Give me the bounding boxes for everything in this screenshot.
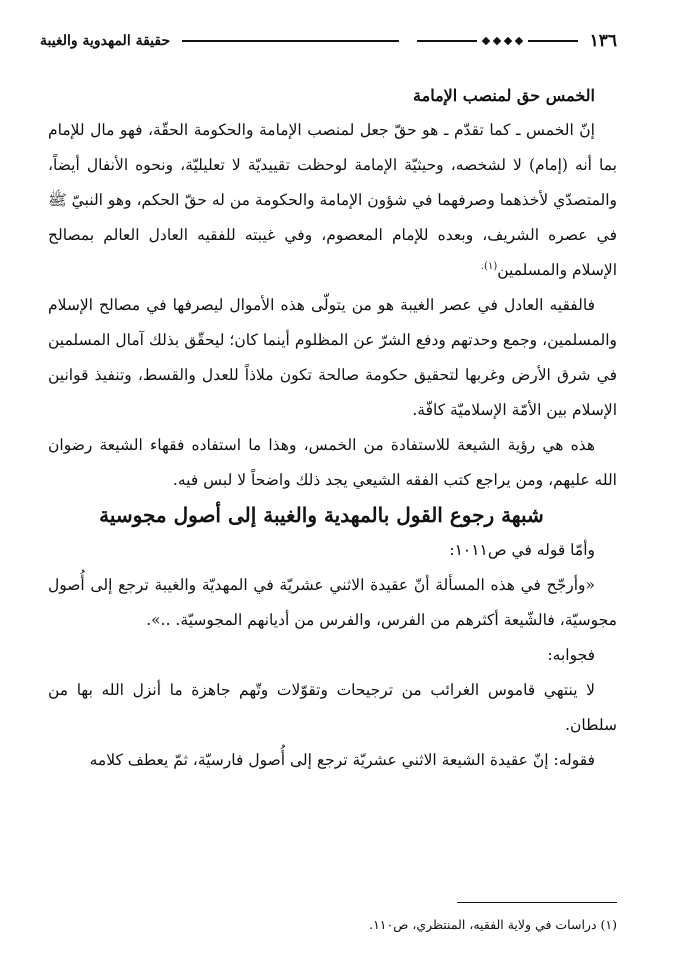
paragraph-6: لا ينتهي قاموس الغرائب من ترجيحات وتقوّلات وتّهم جاهزة ما أنزل الله بها من سلطان.: [48, 681, 617, 734]
footnote-divider: [457, 902, 617, 903]
page-number: ١٣٦: [589, 31, 617, 51]
paragraph-3: هذه هي رؤية الشيعة للاستفادة من الخمس، وهذا ما استفاده فقهاء الشيعة رضوان الله عليهم، ومن يراجع كتب الفقه الشيعي يجد ذلك واضحاً لا لبس فيه.: [48, 436, 617, 489]
header-rule: [182, 36, 577, 46]
paragraph-7: فقوله: إنّ عقيدة الشيعة الاثني عشريّة ترجع إلى أُصول فارسيّة، ثمّ يعطف كلامه: [89, 751, 595, 769]
paragraph-5: فجوابه:: [547, 646, 595, 664]
page-header: [40, 30, 617, 52]
quote-paragraph: «وأرجّح في هذه المسألة أنّ عقيدة الاثني عشريّة في المهديّة والغيبة ترجع إلى أُصول مجوسيّة، فالشّيعة أكثرهم من الفرس، والفرس من أديانهم المجوسيّة. ..».: [48, 576, 617, 629]
footnote-marker: (١).: [480, 260, 498, 272]
running-title: حقيقة المهدوية والغيبة: [40, 33, 171, 49]
section-heading: شبهة رجوع القول بالمهدية والغيبة إلى أصول مجوسية: [99, 503, 544, 527]
paragraph-2: فالفقيه العادل في عصر الغيبة هو من يتولّى هذه الأموال ليصرفها في مصالح الإسلام والمسلمين، وجمع وحدتهم ودفع الشرّ عن المظلوم أينما كان؛ ليحقّق بذلك آمال المسلمين في شرق الأرض وغربها لتحقيق حكومة صالحة تكون ملاذاً للعدل والقسط، وتنفيذ قوانين الإسلام بين الأمّة الإسلاميّة كافّة.: [48, 296, 617, 419]
subheading: الخمس حق لمنصب الإمامة: [413, 86, 595, 105]
paragraph-1: إنّ الخمس ـ كما تقدّم ـ هو حقّ جعل لمنصب الإمامة والحكومة الحقّة، فهو مال للإمام بما أنه (إمام) لا لشخصه، وحيثيّة الإمامة لوحظت تقييديّة لا تعليليّة، ونحوه الأنفال أيضاً، والمتصدّي لأخذهما وصرفهما في شؤون الإمامة والحكومة من له حقّ الحكم، وهو النبيّ ﷺ في عصره الشريف، وبعده للإمام المعصوم، وفي غيبته للفقيه العادل العالم بمصالح الإسلام والمسلمين$^{(١).}$: [48, 121, 617, 279]
ornament-dots: [483, 38, 522, 44]
page-body: [48, 78, 617, 778]
paragraph-4: وأمّا قوله في ص١٠١١:: [449, 541, 595, 559]
footnote: (١) دراسات في ولاية الفقيه، المنتظري، ص١١٠.: [369, 917, 617, 932]
